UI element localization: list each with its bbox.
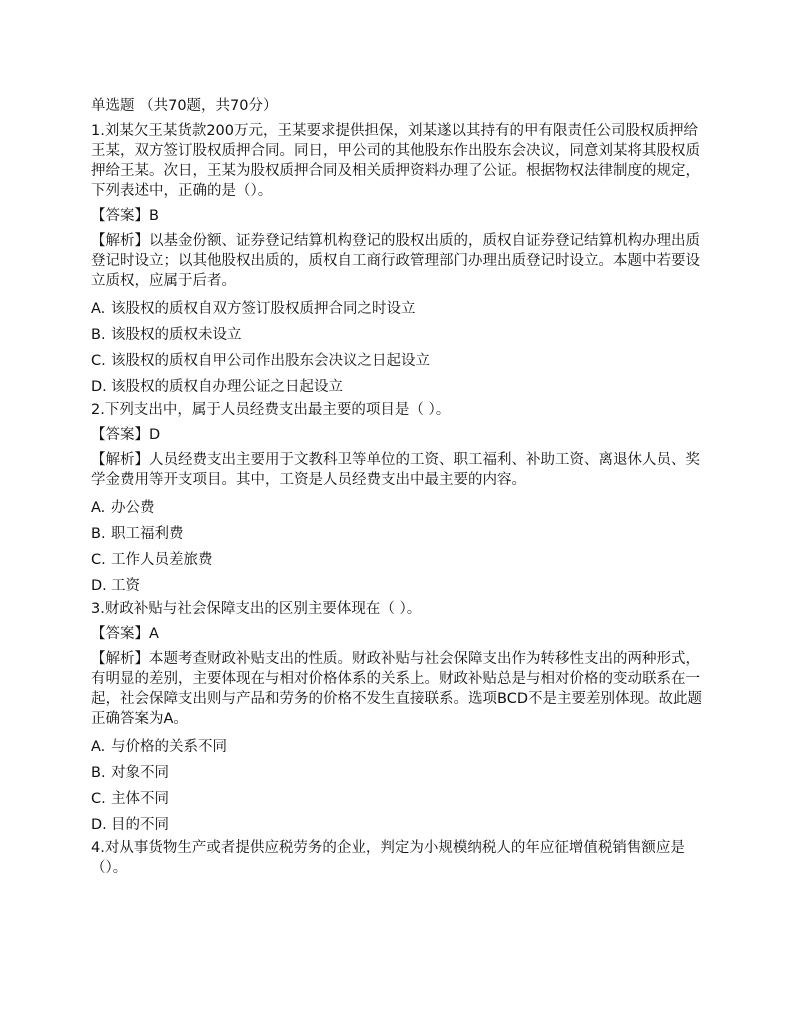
option-d [91, 573, 703, 599]
analysis-text: 【解析】本题考查财政补贴支出的性质。财政补贴与社会保障支出作为转移性支出的两种形式，有明显的差别，主要体现在与相对价格体系的关系上。财政补贴总是与相对价格的变动联系在一起，社会保障支出则与产品和劳务的价格不发生直接联系。选项BCD不是主要差别体现。故此题正确答案为A。 [91, 651, 702, 727]
option-b [91, 521, 703, 547]
question-3 [91, 599, 703, 838]
option-c [91, 348, 703, 374]
answer-line: 【答案】D [91, 427, 161, 443]
question-stem: 2.下列支出中，属于人员经费支出最主要的项目是（ ）。 [91, 402, 451, 418]
option-a [91, 495, 703, 521]
option-letter: D. [91, 578, 107, 594]
question-stem: 4.对从事货物生产或者提供应税劳务的企业，判定为小规模纳税人的年应征增值税销售额应是（）。 [91, 840, 685, 876]
option-d [91, 812, 703, 838]
analysis-text: 【解析】人员经费支出主要用于文教科卫等单位的工资、职工福利、补助工资、离退休人员、奖学金费用等开支项目。其中，工资是人员经费支出中最主要的内容。 [91, 452, 700, 488]
answer-line: 【答案】A [91, 626, 159, 642]
question-stem: 3.财政补贴与社会保障支出的区别主要体现在（ ）。 [91, 601, 422, 617]
analysis-text: 【解析】以基金份额、证券登记结算机构登记的股权出质的，质权自证券登记结算机构办理出质登记时设立；以其他股权出质的，质权自工商行政管理部门办理出质登记时设立。本题中若要设立质权，应属于后者。 [91, 233, 700, 289]
option-letter: D. [91, 817, 107, 833]
option-letter: C. [91, 791, 106, 807]
option-text: 目的不同 [111, 817, 169, 833]
option-a [91, 296, 703, 322]
option-text: 该股权的质权未设立 [111, 327, 242, 343]
option-b [91, 760, 703, 786]
option-c [91, 547, 703, 573]
option-letter: B. [91, 765, 106, 781]
option-text: 办公费 [111, 500, 155, 516]
document-page [91, 96, 703, 883]
option-letter: C. [91, 353, 106, 369]
option-text: 该股权的质权自甲公司作出股东会决议之日起设立 [111, 353, 430, 369]
option-c [91, 786, 703, 812]
option-letter: A. [91, 739, 106, 755]
option-letter: B. [91, 327, 106, 343]
answer-line: 【答案】B [91, 208, 159, 224]
option-letter: A. [91, 500, 106, 516]
option-text: 主体不同 [111, 791, 169, 807]
option-letter: C. [91, 552, 106, 568]
option-text: 该股权的质权自双方签订股权质押合同之时设立 [111, 301, 416, 317]
option-letter: D. [91, 379, 107, 395]
option-text: 工资 [111, 578, 140, 594]
question-2 [91, 400, 703, 599]
option-text: 工作人员差旅费 [111, 552, 213, 568]
option-text: 对象不同 [111, 765, 169, 781]
option-text: 该股权的质权自办理公证之日起设立 [111, 379, 343, 395]
section-header: 单选题 （共70题，共70分） [91, 98, 278, 114]
option-d [91, 374, 703, 400]
question-stem: 1.刘某欠王某货款200万元，王某要求提供担保，刘某遂以其持有的甲有限责任公司股权质押给王某，双方签订股权质押合同。同日，甲公司的其他股东作出股东会决议，同意刘某将其股权质押给王某。次日，王某为股权质押合同及相关质押资料办理了公证。根据物权法律制度的规定，下列表述中，正确的是（）。 [91, 123, 700, 199]
option-a [91, 734, 703, 760]
option-b [91, 322, 703, 348]
question-4 [91, 838, 703, 878]
option-text: 职工福利费 [111, 526, 184, 542]
option-text: 与价格的关系不同 [111, 739, 227, 755]
option-letter: B. [91, 526, 106, 542]
option-letter: A. [91, 301, 106, 317]
question-1 [91, 121, 703, 400]
